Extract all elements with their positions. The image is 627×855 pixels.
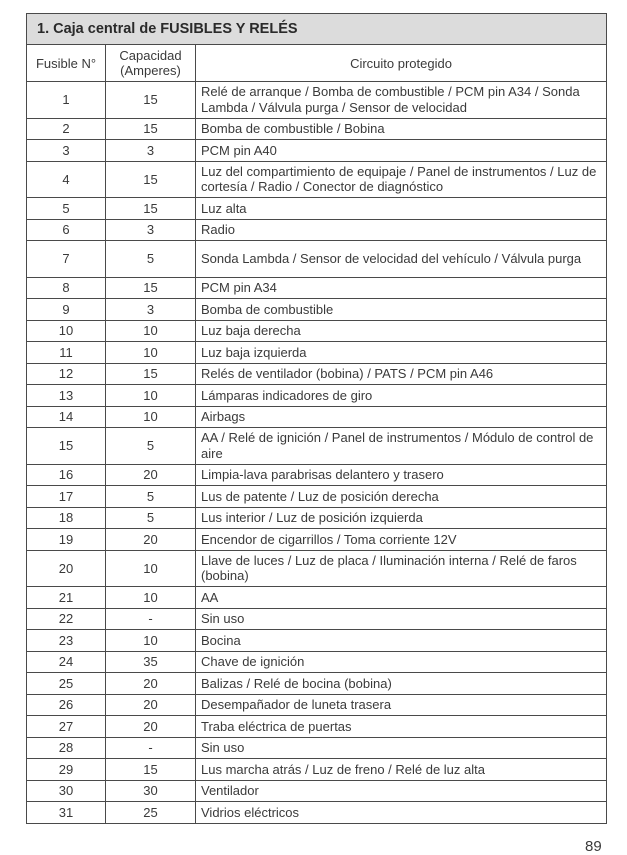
table-row: [27, 406, 607, 428]
table-title: 1. Caja central de FUSIBLES Y RELÉS: [27, 14, 607, 45]
capacity-cell: 10: [106, 587, 196, 609]
circuit-cell: Airbags: [196, 406, 607, 428]
capacity-cell: 15: [106, 277, 196, 299]
table-row: [27, 651, 607, 673]
circuit-cell: Chave de ignición: [196, 651, 607, 673]
fuse-number-cell: 25: [27, 673, 106, 695]
capacity-cell: 10: [106, 550, 196, 587]
capacity-cell: 10: [106, 406, 196, 428]
table-row: [27, 161, 607, 198]
capacity-cell: 10: [106, 320, 196, 342]
header-fuse-number: Fusible N°: [27, 45, 106, 82]
table-row: [27, 780, 607, 802]
circuit-cell: Sin uso: [196, 608, 607, 630]
capacity-cell: 20: [106, 673, 196, 695]
capacity-cell: 15: [106, 759, 196, 781]
circuit-cell: Radio: [196, 219, 607, 241]
circuit-cell: Llave de luces / Luz de placa / Iluminación interna / Relé de faros (bobina): [196, 550, 607, 587]
capacity-cell: 35: [106, 651, 196, 673]
fuse-number-cell: 14: [27, 406, 106, 428]
fuse-table: [26, 13, 607, 824]
circuit-cell: Traba eléctrica de puertas: [196, 716, 607, 738]
circuit-cell: Limpia-lava parabrisas delantero y trasero: [196, 464, 607, 486]
table-row: [27, 802, 607, 824]
table-row: [27, 716, 607, 738]
circuit-cell: Balizas / Relé de bocina (bobina): [196, 673, 607, 695]
fuse-number-cell: 23: [27, 630, 106, 652]
fuse-number-cell: 15: [27, 428, 106, 465]
circuit-cell: Bomba de combustible / Bobina: [196, 118, 607, 140]
circuit-cell: Lus interior / Luz de posición izquierda: [196, 507, 607, 529]
circuit-cell: Bocina: [196, 630, 607, 652]
capacity-cell: -: [106, 608, 196, 630]
table-row: [27, 486, 607, 508]
table-row: [27, 342, 607, 364]
capacity-cell: 20: [106, 464, 196, 486]
fuse-number-cell: 28: [27, 737, 106, 759]
fuse-number-cell: 12: [27, 363, 106, 385]
capacity-cell: 20: [106, 716, 196, 738]
circuit-cell: PCM pin A34: [196, 277, 607, 299]
circuit-cell: Relés de ventilador (bobina) / PATS / PCM pin A46: [196, 363, 607, 385]
header-capacity-line2: (Amperes): [120, 63, 181, 78]
fuse-number-cell: 7: [27, 241, 106, 278]
capacity-cell: 20: [106, 529, 196, 551]
capacity-cell: 3: [106, 140, 196, 162]
fuse-number-cell: 26: [27, 694, 106, 716]
fuse-number-cell: 10: [27, 320, 106, 342]
fuse-number-cell: 3: [27, 140, 106, 162]
table-row: [27, 320, 607, 342]
circuit-cell: Luz del compartimiento de equipaje / Panel de instrumentos / Luz de cortesía / Radio / Conector de diagnóstico: [196, 161, 607, 198]
capacity-cell: 10: [106, 342, 196, 364]
capacity-cell: 15: [106, 118, 196, 140]
fuse-number-cell: 19: [27, 529, 106, 551]
capacity-cell: 5: [106, 486, 196, 508]
capacity-cell: -: [106, 737, 196, 759]
fuse-table-body: [27, 82, 607, 824]
capacity-cell: 5: [106, 507, 196, 529]
fuse-number-cell: 31: [27, 802, 106, 824]
table-row: [27, 608, 607, 630]
capacity-cell: 15: [106, 82, 196, 119]
capacity-cell: 15: [106, 161, 196, 198]
circuit-cell: Lus de patente / Luz de posición derecha: [196, 486, 607, 508]
fuse-number-cell: 17: [27, 486, 106, 508]
capacity-cell: 3: [106, 299, 196, 321]
capacity-cell: 10: [106, 630, 196, 652]
table-row: [27, 587, 607, 609]
fuse-number-cell: 13: [27, 385, 106, 407]
table-row: [27, 118, 607, 140]
circuit-cell: Sin uso: [196, 737, 607, 759]
circuit-cell: Sonda Lambda / Sensor de velocidad del vehículo / Válvula purga: [196, 241, 607, 278]
circuit-cell: Lámparas indicadores de giro: [196, 385, 607, 407]
fuse-number-cell: 27: [27, 716, 106, 738]
table-row: [27, 737, 607, 759]
fuse-table-container: [26, 13, 606, 824]
capacity-cell: 3: [106, 219, 196, 241]
fuse-number-cell: 29: [27, 759, 106, 781]
circuit-cell: AA / Relé de ignición / Panel de instrumentos / Módulo de control de aire: [196, 428, 607, 465]
fuse-number-cell: 8: [27, 277, 106, 299]
fuse-number-cell: 30: [27, 780, 106, 802]
fuse-number-cell: 2: [27, 118, 106, 140]
table-row: [27, 550, 607, 587]
header-capacity: [106, 45, 196, 82]
fuse-number-cell: 9: [27, 299, 106, 321]
circuit-cell: Desempañador de luneta trasera: [196, 694, 607, 716]
circuit-cell: AA: [196, 587, 607, 609]
circuit-cell: Luz alta: [196, 198, 607, 220]
capacity-cell: 15: [106, 363, 196, 385]
table-row: [27, 385, 607, 407]
fuse-number-cell: 11: [27, 342, 106, 364]
capacity-cell: 5: [106, 428, 196, 465]
circuit-cell: Luz baja derecha: [196, 320, 607, 342]
page-number: 89: [585, 838, 602, 855]
circuit-cell: Vidrios eléctricos: [196, 802, 607, 824]
circuit-cell: Luz baja izquierda: [196, 342, 607, 364]
header-circuit: Circuito protegido: [196, 45, 607, 82]
table-row: [27, 428, 607, 465]
fuse-number-cell: 16: [27, 464, 106, 486]
table-row: [27, 630, 607, 652]
fuse-number-cell: 21: [27, 587, 106, 609]
fuse-number-cell: 6: [27, 219, 106, 241]
fuse-number-cell: 24: [27, 651, 106, 673]
fuse-number-cell: 20: [27, 550, 106, 587]
circuit-cell: Bomba de combustible: [196, 299, 607, 321]
table-row: [27, 529, 607, 551]
table-row: [27, 277, 607, 299]
table-row: [27, 694, 607, 716]
capacity-cell: 25: [106, 802, 196, 824]
circuit-cell: Lus marcha atrás / Luz de freno / Relé de luz alta: [196, 759, 607, 781]
capacity-cell: 5: [106, 241, 196, 278]
fuse-number-cell: 18: [27, 507, 106, 529]
capacity-cell: 20: [106, 694, 196, 716]
table-row: [27, 759, 607, 781]
table-row: [27, 673, 607, 695]
fuse-number-cell: 5: [27, 198, 106, 220]
circuit-cell: Encendor de cigarrillos / Toma corriente 12V: [196, 529, 607, 551]
capacity-cell: 30: [106, 780, 196, 802]
table-row: [27, 219, 607, 241]
fuse-number-cell: 22: [27, 608, 106, 630]
table-row: [27, 198, 607, 220]
fuse-number-cell: 4: [27, 161, 106, 198]
table-row: [27, 299, 607, 321]
table-row: [27, 82, 607, 119]
fuse-number-cell: 1: [27, 82, 106, 119]
capacity-cell: 15: [106, 198, 196, 220]
circuit-cell: Relé de arranque / Bomba de combustible / PCM pin A34 / Sonda Lambda / Válvula purga / Sensor de velocidad: [196, 82, 607, 119]
table-row: [27, 140, 607, 162]
table-row: [27, 241, 607, 278]
table-row: [27, 363, 607, 385]
header-capacity-line1: Capacidad: [119, 48, 182, 63]
capacity-cell: 10: [106, 385, 196, 407]
circuit-cell: PCM pin A40: [196, 140, 607, 162]
circuit-cell: Ventilador: [196, 780, 607, 802]
table-row: [27, 507, 607, 529]
table-row: [27, 464, 607, 486]
